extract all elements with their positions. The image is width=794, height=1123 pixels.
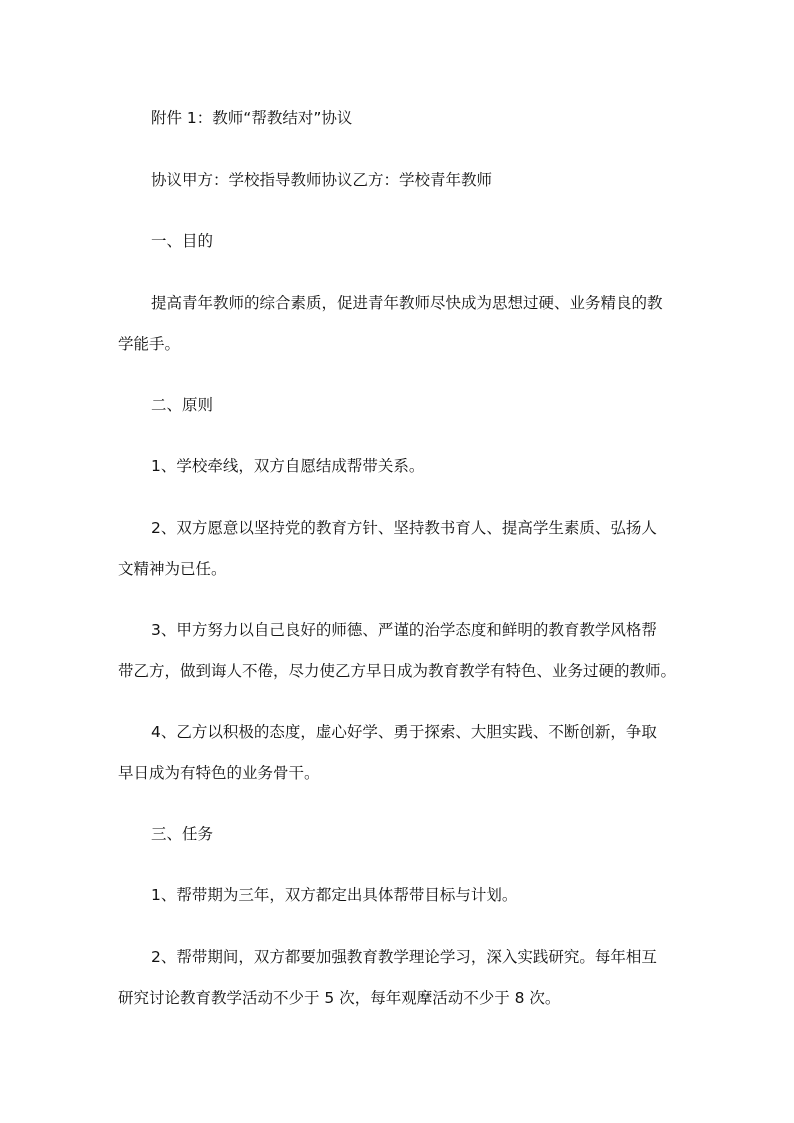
section-heading-tasks: 三、任务 [151,825,214,843]
principle-2-line-1: 2、双方愿意以坚持党的教育方针、坚持教书育人、提高学生素质、弘扬人 [151,519,657,537]
principle-4-line-2: 早日成为有特色的业务骨干。 [118,764,320,782]
purpose-text-line-1: 提高青年教师的综合素质，促进青年教师尽快成为思想过硬、业务精良的教 [151,294,663,312]
section-heading-principles: 二、原则 [151,396,214,414]
task-2-line-2: 研究讨论教育教学活动不少于 5 次，每年观摩活动不少于 8 次。 [118,989,561,1007]
principle-2-line-2: 文精神为已任。 [118,560,227,578]
principle-3-line-1: 3、甲方努力以自己良好的师德、严谨的治学态度和鲜明的教育教学风格帮 [151,621,657,639]
document-title: 附件 1：教师“帮教结对”协议 [151,109,353,127]
principle-3-line-2: 带乙方，做到诲人不倦，尽力使乙方早日成为教育教学有特色、业务过硬的教师。 [118,662,677,680]
task-2-line-1: 2、帮带期间，双方都要加强教育教学理论学习，深入实践研究。每年相互 [151,948,657,966]
section-heading-purpose: 一、目的 [151,232,214,250]
purpose-text-line-2: 学能手。 [118,335,181,353]
principle-4-line-1: 4、乙方以积极的态度，虚心好学、勇于探索、大胆实践、不断创新，争取 [151,723,657,741]
principle-1: 1、学校牵线，双方自愿结成帮带关系。 [151,457,425,475]
parties-line: 协议甲方：学校指导教师协议乙方：学校青年教师 [151,171,493,189]
task-1: 1、帮带期为三年，双方都定出具体帮带目标与计划。 [151,886,518,904]
